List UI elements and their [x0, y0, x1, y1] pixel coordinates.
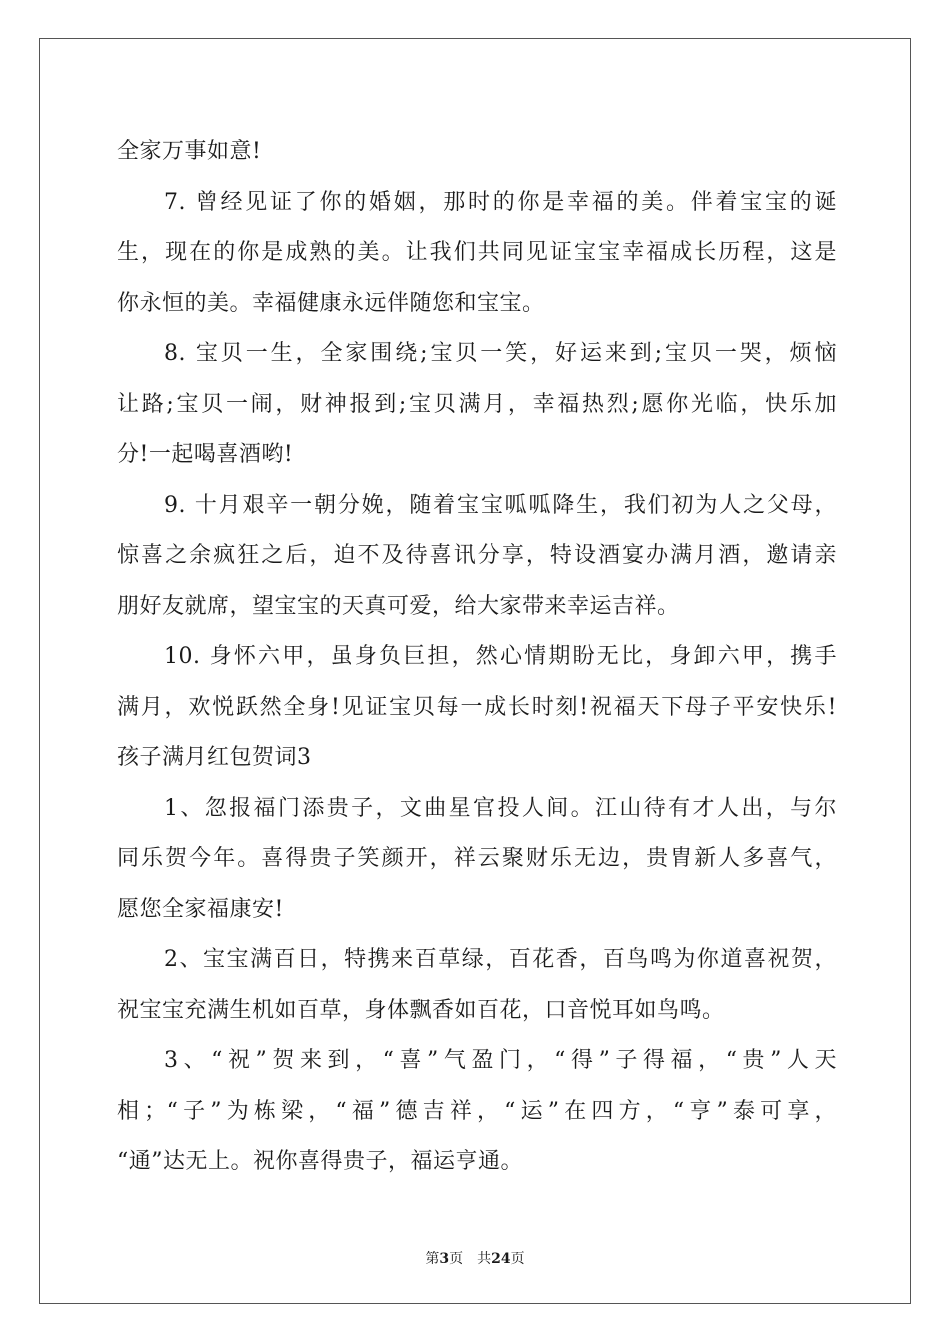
total-pages: 24: [491, 1251, 511, 1267]
paragraph-start-10: 10. 身怀六甲，虽身负巨担，然心情期盼无比，身卸六甲，携手: [164, 644, 837, 669]
text-line: 同乐贺今年。喜得贵子笑颜开，祥云聚财乐无边，贵胄新人多喜气，: [117, 846, 837, 871]
paragraph-start-9: 9. 十月艰辛一朝分娩，随着宝宝呱呱降生，我们初为人之父母，: [164, 492, 837, 518]
page-footer: [0, 1248, 950, 1268]
text-line: 朋好友就席，望宝宝的天真可爱，给大家带来幸运吉祥。: [117, 593, 680, 619]
paragraph-start-8: 8. 宝贝一生，全家围绕;宝贝一笑，好运来到;宝贝一哭，烦恼: [164, 341, 837, 366]
text-line: 让路;宝贝一闹，财神报到;宝贝满月，幸福热烈;愿你光临，快乐加: [117, 391, 837, 417]
total-suffix: 页: [510, 1251, 525, 1267]
text-line: 分!一起喝喜酒哟!: [117, 442, 294, 467]
page-number: 3: [439, 1251, 450, 1267]
text-line: 你永恒的美。幸福健康永远伴随您和宝宝。: [117, 290, 545, 316]
text-line: 相；“子”为栋梁，“福”德吉祥，“运”在四方，“亨”泰可享，: [117, 1098, 837, 1124]
page-prefix: 第: [425, 1251, 440, 1267]
paragraph-start-2: 2、宝宝满百日，特携来百草绿，百花香，百鸟鸣为你道喜祝贺，: [164, 947, 837, 972]
page-suffix: 页: [449, 1251, 464, 1267]
text-line: 满月，欢悦跃然全身!见证宝贝每一成长时刻!祝福天下母子平安快乐!: [117, 694, 837, 720]
text-line: 愿您全家福康安!: [117, 896, 284, 922]
text-line: 生，现在的你是成熟的美。让我们共同见证宝宝幸福成长历程，这是: [117, 240, 837, 265]
text-line: 惊喜之余疯狂之后，迫不及待喜讯分享，特设酒宴办满月酒，邀请亲: [117, 543, 837, 568]
total-prefix: 共: [477, 1251, 492, 1267]
text-line: 全家万事如意!: [117, 139, 262, 164]
section-heading: 孩子满月红包贺词3: [117, 745, 312, 770]
text-line: 祝宝宝充满生机如百草，身体飘香如百花，口音悦耳如鸟鸣。: [117, 997, 725, 1023]
document-body: [117, 127, 837, 1188]
paragraph-start-3: 3、“祝”贺来到，“喜”气盈门，“得”子得福，“贵”人天: [164, 1048, 837, 1073]
paragraph-start-1: 1、忽报福门添贵子，文曲星官投人间。江山待有才人出，与尔: [164, 795, 837, 821]
paragraph-start-7: 7. 曾经见证了你的婚姻，那时的你是幸福的美。伴着宝宝的诞: [164, 189, 837, 215]
text-line: “通”达无上。祝你喜得贵子，福运亨通。: [117, 1149, 523, 1174]
